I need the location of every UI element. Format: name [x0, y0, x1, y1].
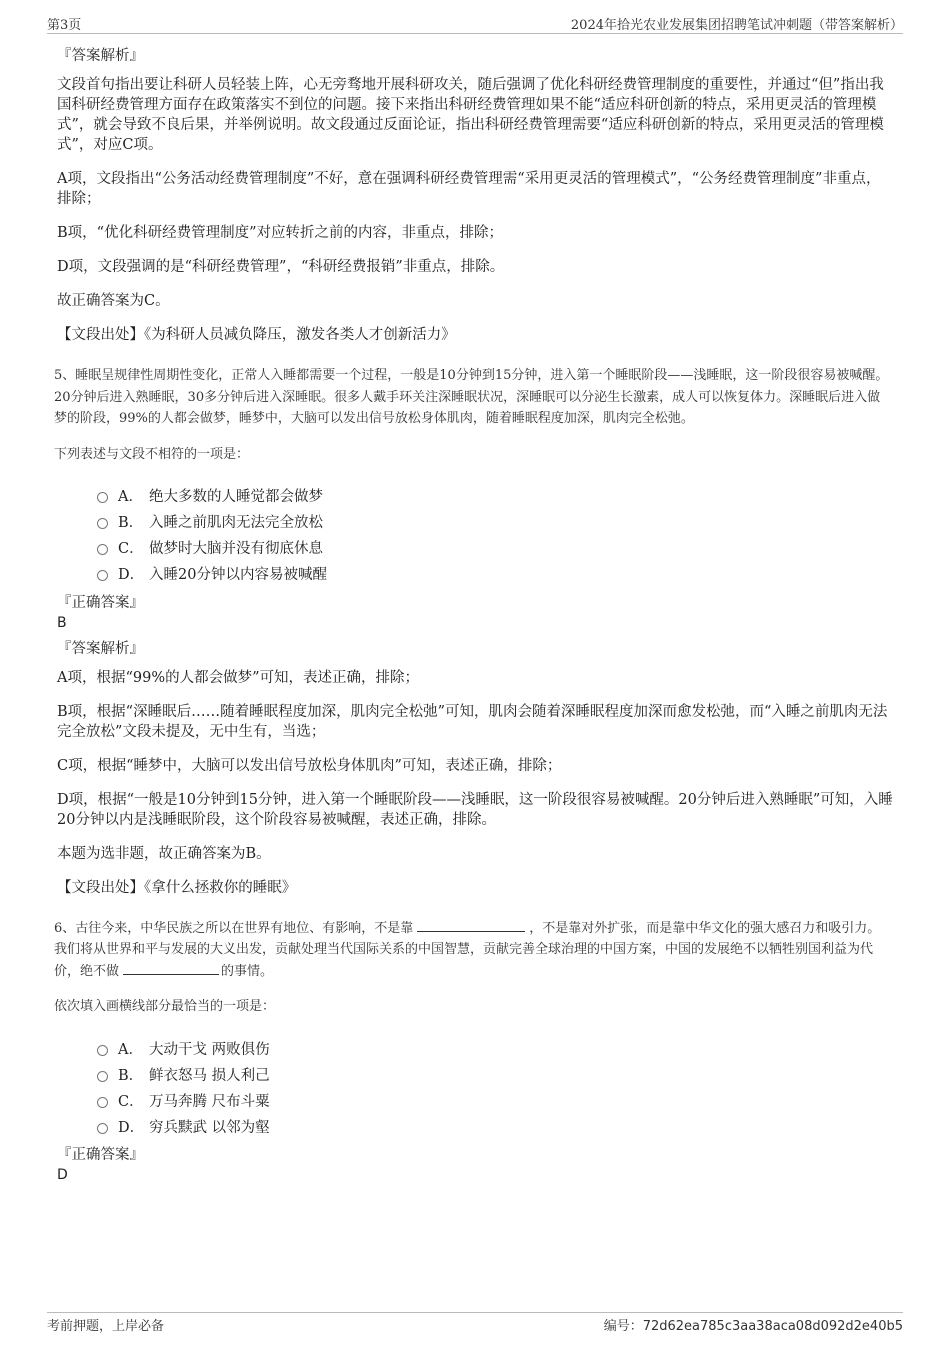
- footer-slogan: 考前押题，上岸必备: [47, 1319, 165, 1334]
- page-number: 第3页: [47, 18, 82, 33]
- radio-icon[interactable]: [97, 1045, 108, 1056]
- q5-option-b[interactable]: B． 入睡之前肌肉无法完全放松: [97, 509, 893, 535]
- q4-source: 【文段出处】《为科研人员减负降压，激发各类人才创新活力》: [57, 327, 456, 343]
- document-code: [604, 1315, 903, 1334]
- q4-option-a-note: A项，文段指出“公务活动经费管理制度”不好，意在强调科研经费管理需“采用更灵活的管理模式”，“公务经费管理制度”非重点，排除；: [57, 171, 881, 207]
- page-footer: [47, 1312, 903, 1334]
- q6-option-c[interactable]: C． 万马奔腾 尺布斗粟: [97, 1087, 893, 1113]
- q5-option-a-note: A项，根据“99%的人都会做梦”可知，表述正确，排除；: [57, 669, 420, 686]
- q4-analysis-text: 文段首句指出要让科研人员轻装上阵，心无旁骛地开展科研攻关，随后强调了优化科研经费管理制度的重要性，并通过“但”指出我国科研经费管理方面存在政策落实不到位的问题。接下来指出科研经费管理如果不能“适应科研创新的特点，采用更灵活的管理模式”，就会导致不良后果，并举例说明。故文段通过反面论证，指出科研经费管理需要“适应科研创新的特点，采用更灵活的管理模式”，对应C项。: [57, 77, 884, 153]
- document-body: [54, 46, 893, 1191]
- q6-prompt: 依次填入画横线部分最恰当的一项是：: [54, 999, 276, 1014]
- q6-answer-label: 『正确答案』: [57, 1147, 144, 1163]
- fill-blank-2: [123, 961, 219, 975]
- q5-option-c[interactable]: C． 做梦时大脑并没有彻底休息: [97, 535, 893, 561]
- q6-option-d[interactable]: D． 穷兵黩武 以邻为壑: [97, 1113, 893, 1139]
- document-title: 2024年拾光农业发展集团招聘笔试冲刺题（带答案解析）: [570, 18, 903, 33]
- q6-option-a[interactable]: A． 大动干戈 两败俱伤: [97, 1035, 893, 1061]
- q6-question-text: 6、古往今来，中华民族之所以在世界有地位、有影响，不是靠 ，不是靠对外扩张，而是靠中华文化的强大感召力和吸引力。我们将从世界和平与发展的大义出发，贡献处理当代国际关系的中国智慧，贡献完善全球治理的中国方案，中国的发展绝不以牺牲别国利益为代价，绝不做 的事情。: [54, 918, 893, 983]
- radio-icon[interactable]: [97, 518, 108, 529]
- fill-blank-1: [417, 918, 525, 932]
- q4-option-d-note: D项，文段强调的是“科研经费管理”，“科研经费报销”非重点，排除。: [57, 259, 505, 275]
- radio-icon[interactable]: [97, 1097, 108, 1108]
- q5-option-d[interactable]: D． 入睡20分钟以内容易被喊醒: [97, 561, 893, 587]
- radio-icon[interactable]: [97, 544, 108, 555]
- q5-analysis-label: 『答案解析』: [57, 640, 144, 657]
- q4-analysis-label: 『答案解析』: [57, 48, 144, 64]
- q5-conclusion: 本题为选非题，故正确答案为B。: [57, 845, 271, 862]
- q5-option-c-note: C项，根据“睡梦中，大脑可以发出信号放松身体肌肉”可知，表述正确，排除；: [57, 757, 562, 774]
- q5-option-a[interactable]: A． 绝大多数的人睡觉都会做梦: [97, 483, 893, 509]
- q5-prompt: 下列表述与文段不相符的一项是：: [54, 446, 250, 462]
- q5-answer: B: [57, 614, 67, 631]
- code-label: 编号：: [603, 1319, 643, 1334]
- q5-options: [97, 483, 893, 587]
- q4-conclusion: 故正确答案为C。: [57, 293, 170, 309]
- q6-option-b[interactable]: B． 鲜衣怒马 损人利己: [97, 1061, 893, 1087]
- q6-options: [97, 1035, 893, 1139]
- q5-answer-label: 『正确答案』: [57, 594, 144, 611]
- q4-option-b-note: B项，“优化科研经费管理制度”对应转折之前的内容，非重点，排除；: [57, 225, 503, 241]
- q6-answer: D: [57, 1167, 68, 1183]
- radio-icon[interactable]: [97, 492, 108, 503]
- code-value: 72d62ea785c3aa38aca08d092d2e40b5: [642, 1319, 903, 1334]
- q5-option-b-note: B项，根据“深睡眠后……随着睡眠程度加深，肌肉完全松弛”可知，肌肉会随着深睡眠程度加深而愈发松弛，而“入睡之前肌肉无法完全放松”文段未提及，无中生有，当选；: [57, 703, 888, 740]
- radio-icon[interactable]: [97, 1071, 108, 1082]
- q5-source: 【文段出处】《拿什么拯救你的睡眠》: [57, 879, 297, 896]
- q5-option-d-note: D项，根据“一般是10分钟到15分钟，进入第一个睡眠阶段——浅睡眠，这一阶段很容易被喊醒。20分钟后进入熟睡眠”可知，入睡20分钟以内是浅睡眠阶段，这个阶段容易被喊醒，表述正确，排除。: [57, 791, 893, 828]
- q5-question-text: 5、睡眠呈规律性周期性变化，正常人入睡都需要一个过程，一般是10分钟到15分钟，进入第一个睡眠阶段——浅睡眠，这一阶段很容易被喊醒。20分钟后进入熟睡眠，30多分钟后进入深睡眠。很多人戴手环关注深睡眠状况，深睡眠可以分泌生长激素，成人可以恢复体力。深睡眠后进入做梦的阶段，99%的人都会做梦，睡梦中，大脑可以发出信号放松身体肌肉，随着睡眠程度加深，肌肉完全松弛。: [54, 368, 889, 426]
- page-header: [47, 12, 903, 34]
- radio-icon[interactable]: [97, 570, 108, 581]
- radio-icon[interactable]: [97, 1123, 108, 1134]
